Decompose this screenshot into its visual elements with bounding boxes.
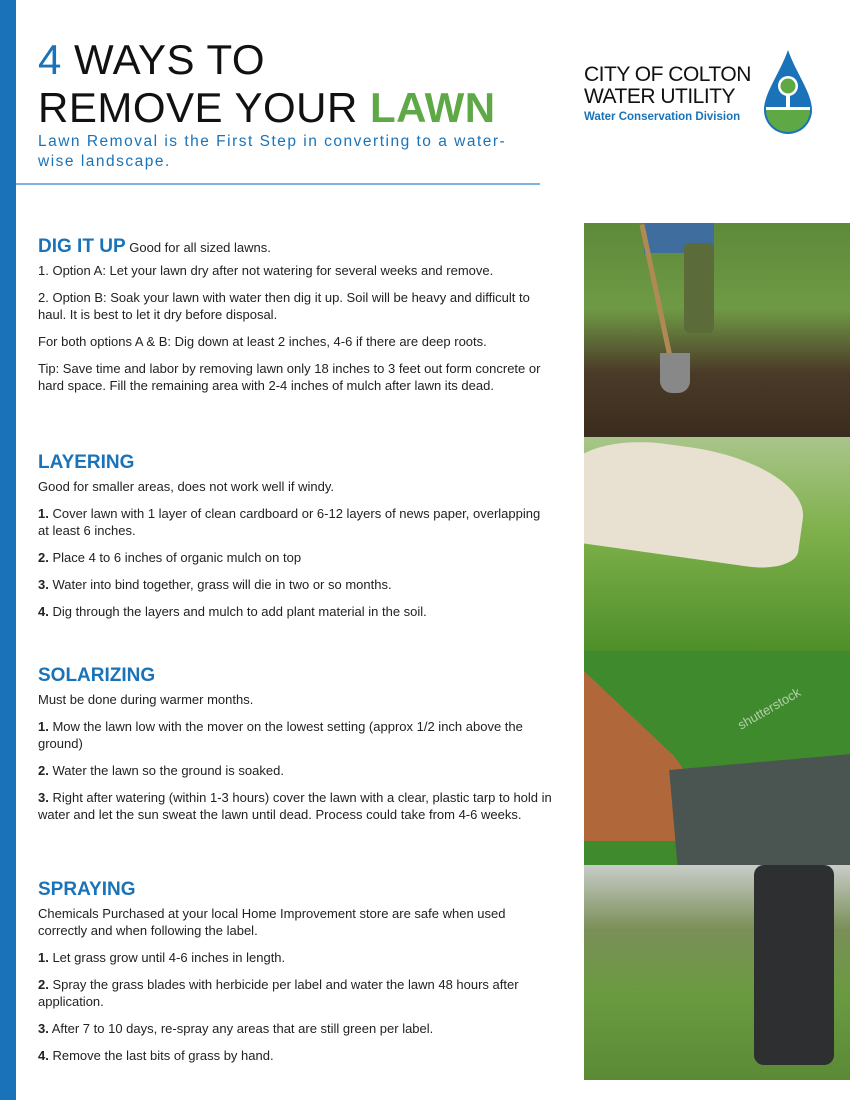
section-intro: Chemicals Purchased at your local Home Improvement store are safe when used correctly and when following the label. <box>38 906 506 938</box>
section-layering <box>38 452 553 620</box>
item-text: Dig through the layers and mulch to add plant material in the soil. <box>48 604 427 619</box>
newspaper-stack <box>584 437 810 573</box>
list-item <box>38 603 553 620</box>
list-item <box>38 762 553 779</box>
title-lawn: LAWN <box>369 84 496 131</box>
tarp <box>669 753 850 865</box>
page-title <box>38 36 496 132</box>
person-legs <box>754 865 834 1065</box>
list-item: For both options A & B: Dig down at least 2 inches, 4-6 if there are deep roots. <box>38 334 487 349</box>
item-text: Remove the last bits of grass by hand. <box>48 1048 274 1063</box>
list-item <box>38 976 553 1010</box>
section-spraying <box>38 879 553 1064</box>
side-accent-bar <box>0 0 16 1100</box>
section-intro: Good for all sized lawns. <box>129 240 271 255</box>
photo-digging-shovel <box>584 223 850 437</box>
item-number: 2. <box>38 763 49 778</box>
list-item <box>38 549 553 566</box>
section-dig-it-up <box>38 236 553 394</box>
photo-newspaper-layers <box>584 437 850 651</box>
item-number: 3. <box>38 577 49 592</box>
item-text: After 7 to 10 days, re-spray any areas that are still green per label. <box>48 1021 434 1036</box>
item-number: 1. <box>38 950 49 965</box>
item-number: 2. <box>38 977 49 992</box>
item-number: 4. <box>38 1048 49 1063</box>
logo-line-2: WATER UTILITY <box>584 85 735 108</box>
logo-line-1: CITY OF COLTON <box>584 63 751 86</box>
list-item: Tip: Save time and labor by removing lawn only 18 inches to 3 feet out form concrete or hard space. Fill the remaining area with 2-4 inches of mulch after lawn its dead. <box>38 361 541 393</box>
item-text: Spray the grass blades with herbicide per label and water the lawn 48 hours after application. <box>38 977 519 1009</box>
title-line-1: WAYS TO <box>61 36 266 83</box>
list-item <box>38 789 553 823</box>
item-number: 4. <box>38 604 49 619</box>
boot-shape <box>684 243 714 333</box>
list-item: 2. Option B: Soak your lawn with water then dig it up. Soil will be heavy and difficult to haul. It is best to let it dry before disposal. <box>38 290 530 322</box>
logo-line-3: Water Conservation Division <box>584 111 741 123</box>
item-text: Right after watering (within 1-3 hours) cover the lawn with a clear, plastic tarp to hold in water and let the sun sweat the lawn until dead. Process could take from 4-6 weeks. <box>38 790 552 822</box>
section-intro: Good for smaller areas, does not work well if windy. <box>38 479 334 494</box>
list-item <box>38 718 553 752</box>
list-item <box>38 505 553 539</box>
item-text: Let grass grow until 4-6 inches in length. <box>48 950 286 965</box>
subtitle: Lawn Removal is the First Step in converting to a water-wise landscape. <box>38 133 507 170</box>
item-text: Water the lawn so the ground is soaked. <box>48 763 284 778</box>
water-drop-tree-icon <box>760 48 816 138</box>
shovel-blade <box>660 353 690 393</box>
item-text: Mow the lawn low with the mover on the lowest setting (approx 1/2 inch above the ground) <box>38 719 523 751</box>
watermark: shutterstock <box>734 684 804 733</box>
divider <box>16 183 540 185</box>
title-number: 4 <box>38 36 62 83</box>
section-solarizing <box>38 665 553 823</box>
item-number: 1. <box>38 719 49 734</box>
section-heading: SOLARIZING <box>38 665 156 686</box>
section-heading: LAYERING <box>38 452 135 473</box>
list-item: 1. Option A: Let your lawn dry after not watering for several weeks and remove. <box>38 263 494 278</box>
item-text: Place 4 to 6 inches of organic mulch on top <box>48 550 302 565</box>
item-text: Water into bind together, grass will die in two or so months. <box>48 577 392 592</box>
list-item <box>38 576 553 593</box>
photo-spraying <box>584 865 850 1080</box>
list-item <box>38 949 553 966</box>
section-heading: SPRAYING <box>38 879 136 900</box>
item-text: Cover lawn with 1 layer of clean cardboard or 6-12 layers of news paper, overlapping at least 6 inches. <box>38 506 541 538</box>
list-item <box>38 1047 553 1064</box>
section-heading: DIG IT UP <box>38 236 126 257</box>
item-number: 3. <box>38 1021 49 1036</box>
item-number: 3. <box>38 790 49 805</box>
city-logo <box>584 48 824 138</box>
list-item <box>38 1020 553 1037</box>
section-intro: Must be done during warmer months. <box>38 692 254 707</box>
photo-solarizing-tarp <box>584 651 850 865</box>
item-number: 2. <box>38 550 49 565</box>
title-line-2: REMOVE YOUR <box>38 84 370 131</box>
item-number: 1. <box>38 506 49 521</box>
